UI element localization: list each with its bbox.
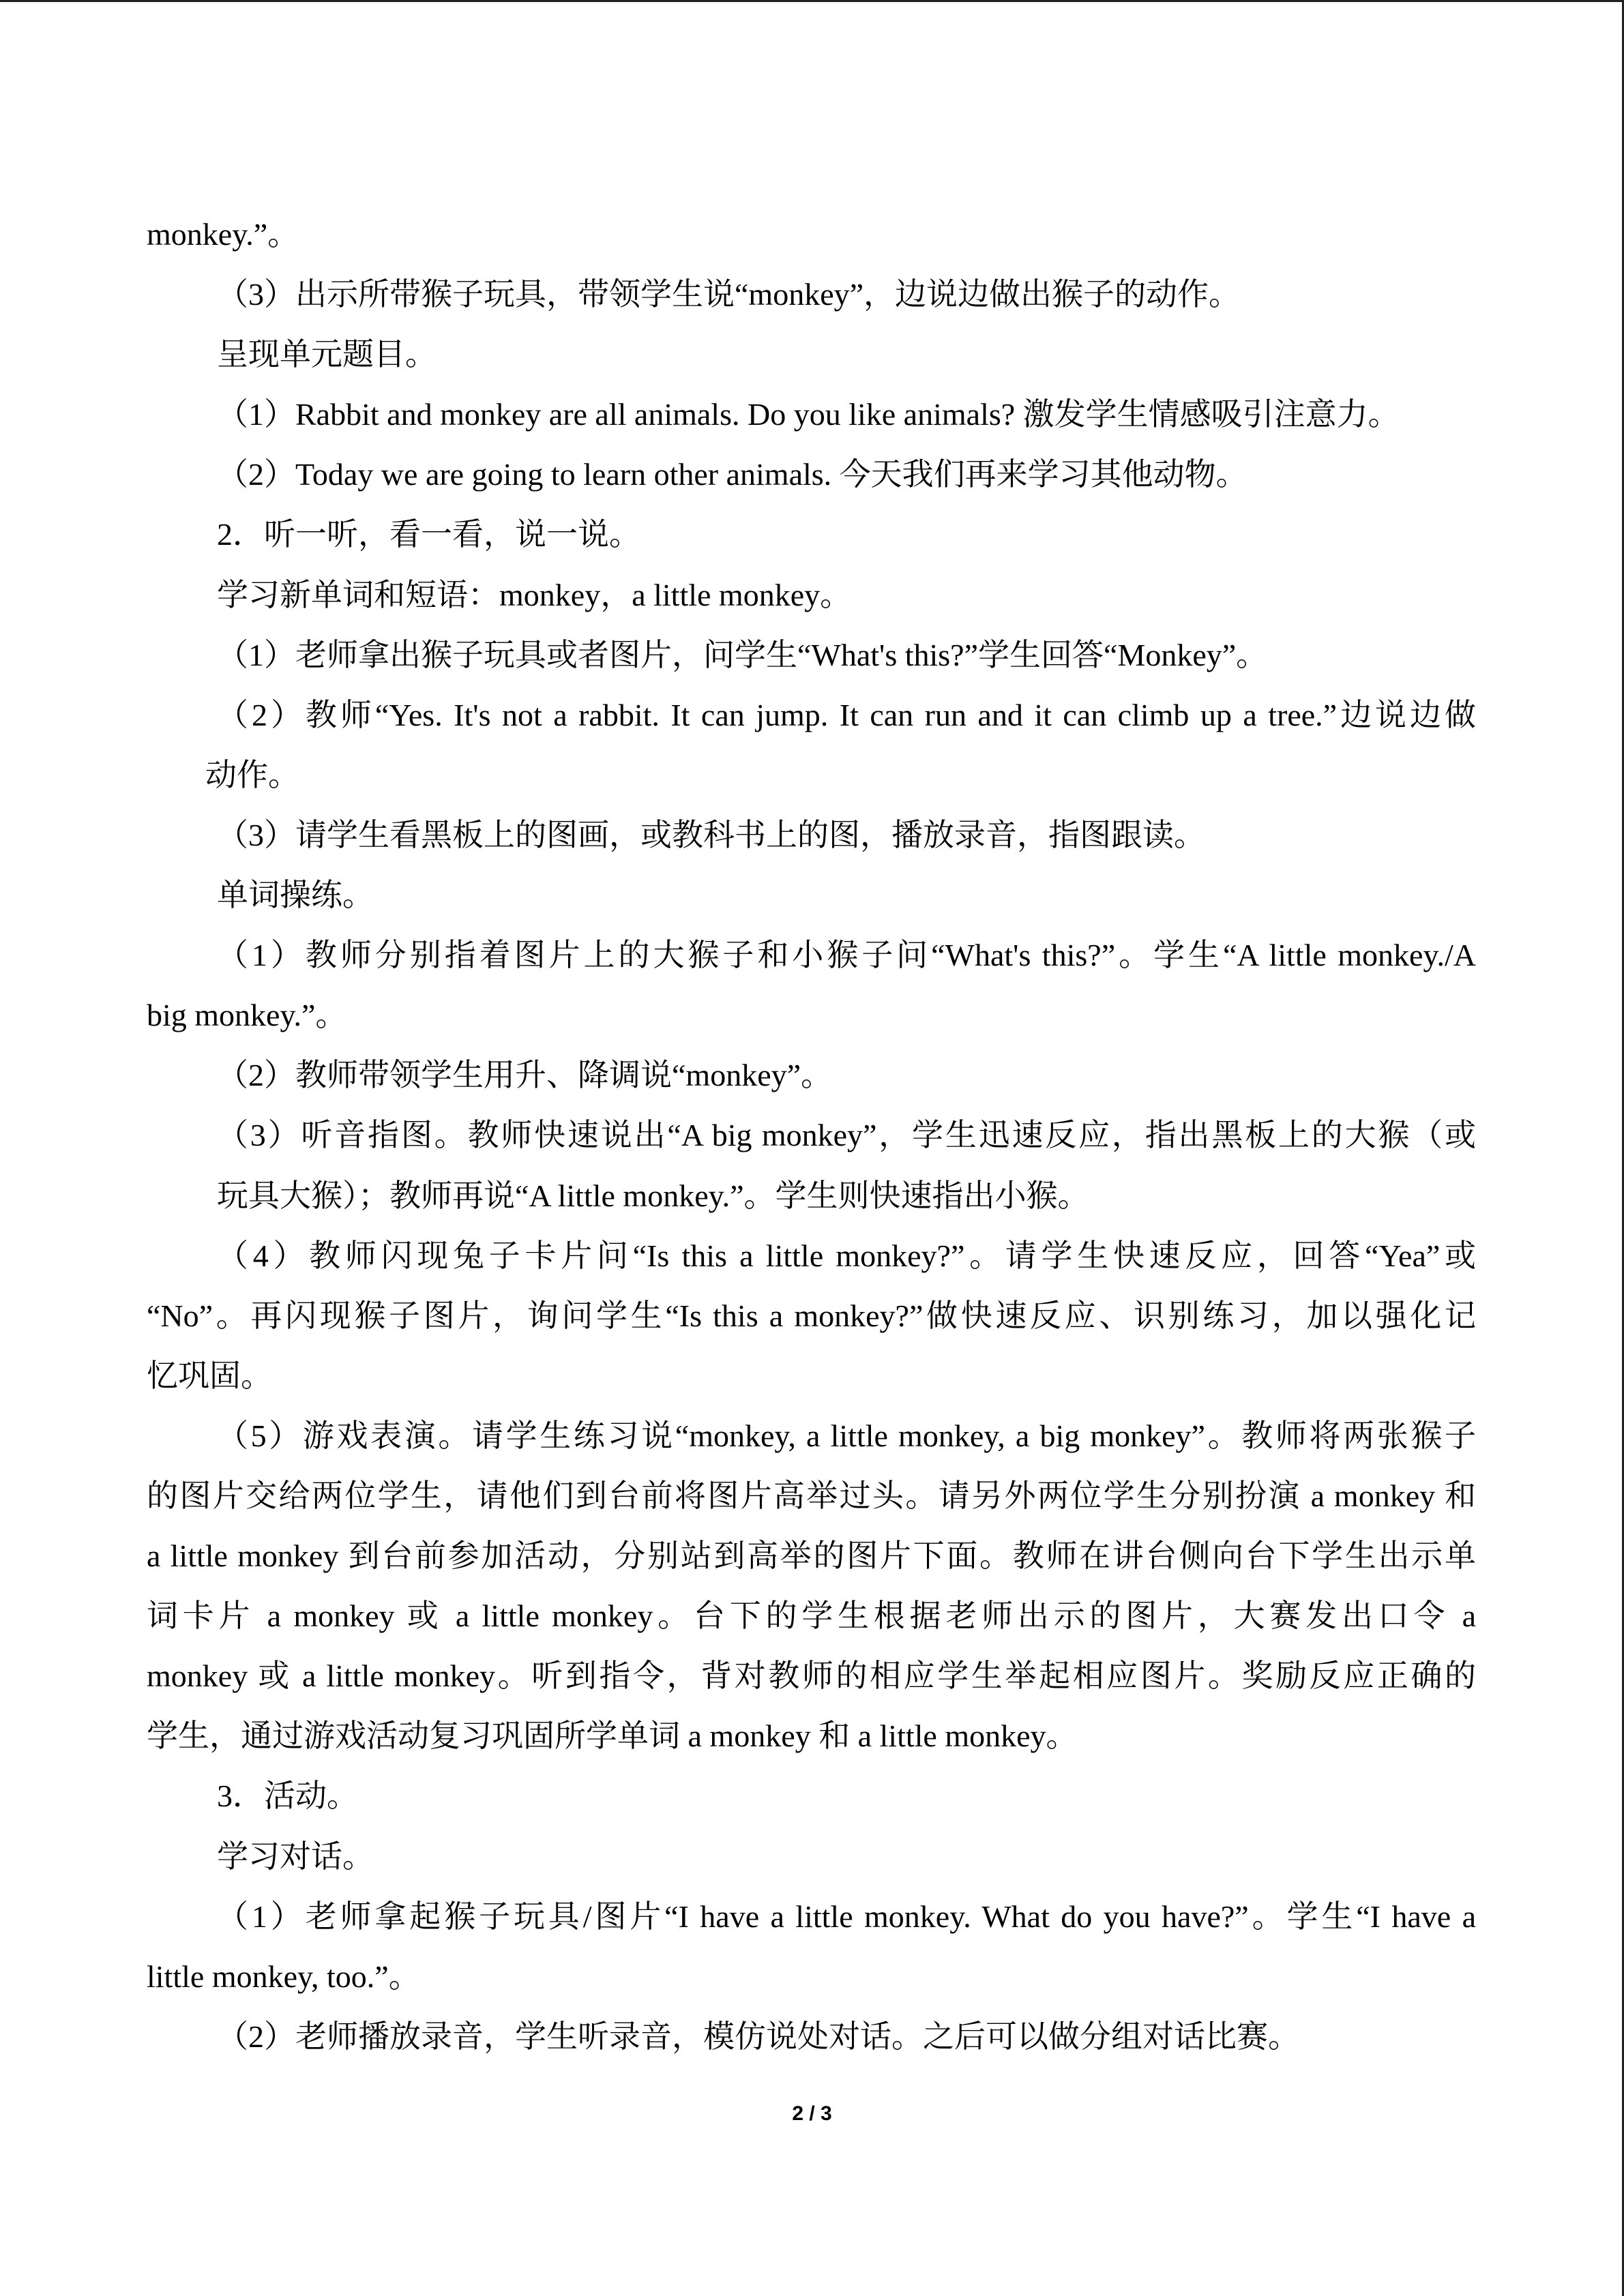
text-line: little monkey, too.”。 [147, 1958, 420, 1994]
text-line: （1）教师分别指着图片上的大猴子和小猴子问“What's this?”。学生“A little monkey./A [217, 938, 1476, 973]
text-line: 词卡片 a monkey 或 a little monkey。台下的学生根据老师出示的图片，大赛发出口令 a [147, 1598, 1476, 1634]
text-line: （3）出示所带猴子玩具，带领学生说“monkey”，边说边做出猴子的动作。 [217, 277, 1241, 312]
text-line: （2）教师带领学生用升、降调说“monkey”。 [217, 1058, 833, 1093]
text-line: （1）老师拿出猴子玩具或者图片，问学生“What's this?”学生回答“Monkey”。 [217, 637, 1268, 672]
text-line: a little monkey 到台前参加活动，分别站到高举的图片下面。教师在讲台侧向台下学生出示单 [147, 1538, 1476, 1574]
text-line: （5）游戏表演。请学生练习说“monkey, a little monkey, a big monkey”。教师将两张猴子 [217, 1418, 1476, 1453]
section-heading: 学习新单词和短语：monkey，a little monkey。 [217, 577, 852, 612]
text-line: “No”。再闪现猴子图片，询问学生“Is this a monkey?”做快速反应、识别练习，加以强化记 [147, 1298, 1476, 1333]
page-border-top [0, 0, 1624, 2]
text-line: （1）老师拿起猴子玩具/图片“I have a little monkey. What do you have?”。学生“I have a [217, 1898, 1476, 1934]
text-line: （4）教师闪现兔子卡片问“Is this a little monkey?”。请学生快速反应，回答“Yea”或 [217, 1238, 1476, 1273]
text-line: 忆巩固。 [147, 1358, 272, 1393]
text-line: big monkey.”。 [147, 998, 347, 1033]
text-line: 动作。 [205, 757, 299, 792]
text-line: 玩具大猴）；教师再说“A little monkey.”。学生则快速指出小猴。 [217, 1178, 1089, 1213]
text-line: （3）听音指图。教师快速说出“A big monkey”，学生迅速反应，指出黑板上的大猴（或 [217, 1118, 1476, 1153]
page-number: 2 / 3 [792, 2102, 832, 2125]
text-line: （2）老师播放录音，学生听录音，模仿说处对话。之后可以做分组对话比赛。 [217, 2018, 1299, 2054]
text-line: 的图片交给两位学生，请他们到台前将图片高举过头。请另外两位学生分别扮演 a monkey 和 [147, 1478, 1476, 1513]
section-heading: 3．活动。 [217, 1778, 358, 1814]
text-line: 学生，通过游戏活动复习巩固所学单词 a monkey 和 a little monkey。 [147, 1718, 1078, 1754]
text-line: （1）Rabbit and monkey are all animals. Do you like animals? 激发学生情感吸引注意力。 [217, 397, 1400, 432]
section-heading: 单词操练。 [217, 878, 374, 913]
section-heading: 2．听一听，看一看，说一说。 [217, 517, 640, 552]
document-body [0, 205, 1624, 2067]
text-line: monkey.”。 [147, 217, 299, 252]
text-line: monkey 或 a little monkey。听到指令，背对教师的相应学生举起相应图片。奖励反应正确的 [147, 1658, 1476, 1694]
text-line: （2）教师“Yes. It's not a rabbit. It can jump. It can run and it can climb up a tree.”边说边做 [217, 697, 1476, 732]
section-heading: 呈现单元题目。 [217, 337, 437, 372]
text-line: （2）Today we are going to learn other animals. 今天我们再来学习其他动物。 [217, 457, 1247, 492]
section-heading: 学习对话。 [217, 1838, 374, 1874]
text-line: （3）请学生看黑板上的图画，或教科书上的图，播放录音，指图跟读。 [217, 817, 1205, 852]
